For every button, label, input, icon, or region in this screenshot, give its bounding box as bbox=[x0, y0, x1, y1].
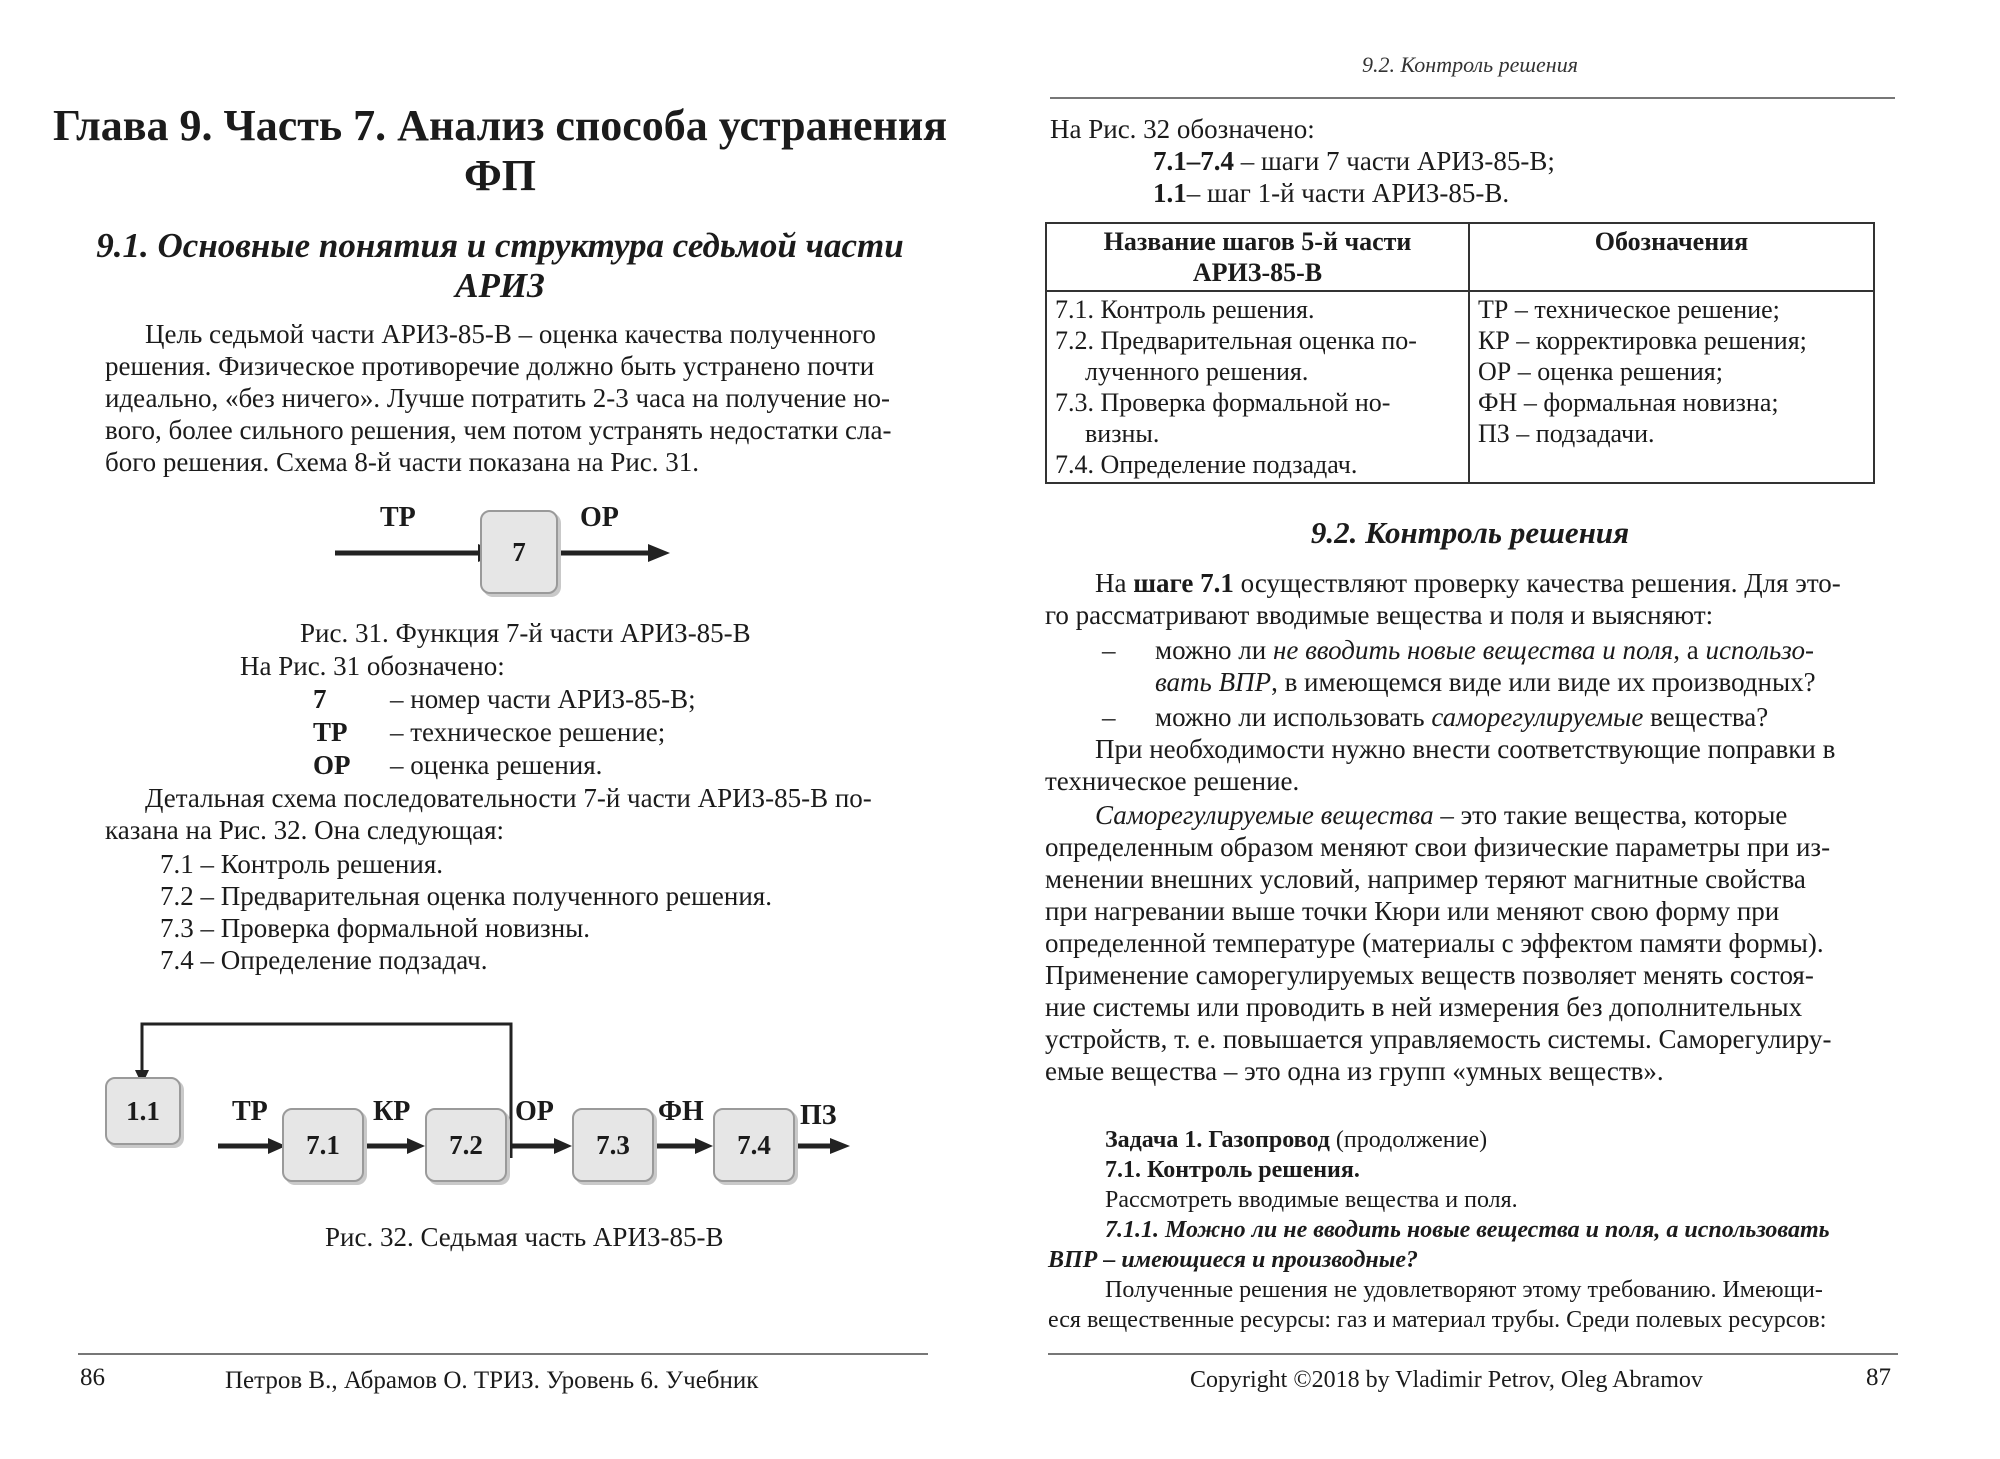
detail-line: Детальная схема последовательности 7-й части АРИЗ-85-В по- bbox=[145, 783, 872, 813]
task-title-rest: (продолжение) bbox=[1329, 1127, 1488, 1153]
intro-line: Цель седьмой части АРИЗ-85-В – оценка качества полученного bbox=[145, 319, 876, 349]
step-item: 7.2 – Предварительная оценка полученного решения. bbox=[160, 881, 772, 911]
intro-paragraph bbox=[105, 318, 935, 478]
task-answer-line: еся вещественные ресурсы: газ и материал трубы. Среди полевых ресурсов: bbox=[1048, 1307, 1827, 1333]
bullet-ital: саморегулируемые bbox=[1431, 702, 1644, 732]
table-header-steps-l1: Название шагов 5-й части bbox=[1103, 227, 1412, 256]
task-title bbox=[1105, 1125, 1518, 1155]
bullet-mid: , а bbox=[1673, 635, 1706, 665]
legend-desc: – шаги 7 части АРИЗ-85-В; bbox=[1234, 146, 1555, 176]
paragraph-2 bbox=[1045, 733, 1895, 797]
chapter-title-line2: ФП bbox=[463, 151, 536, 200]
p3-line: менении внешних условий, например теряют магнитные свойства bbox=[1045, 864, 1806, 894]
bullet-item bbox=[1045, 701, 1895, 733]
fig32-label: КР bbox=[373, 1096, 411, 1127]
bullet-ital: не вводить новые вещества и поля bbox=[1272, 635, 1674, 665]
fig31-legend-intro: На Рис. 31 обозначено: bbox=[240, 651, 505, 681]
table-row bbox=[1046, 291, 1874, 483]
p3-line: при нагревании выше точки Кюри или меняют свою форму при bbox=[1045, 896, 1780, 926]
section-title-line1: 9.1. Основные понятия и структура седьмой части bbox=[96, 226, 904, 265]
legend-term: 1.1 bbox=[1153, 178, 1187, 208]
fig32-box: 7.1 bbox=[282, 1108, 364, 1182]
legend-desc: – номер части АРИЗ-85-В; bbox=[390, 684, 696, 714]
fig32-caption: Рис. 32. Седьмая часть АРИЗ-85-В bbox=[325, 1222, 724, 1252]
p3-ital: Саморегулируемые вещества bbox=[1095, 800, 1434, 830]
fig32-box: 7.2 bbox=[425, 1108, 507, 1182]
section-title-9-2: 9.2. Контроль решения bbox=[1310, 515, 1630, 550]
table-line: ПЗ – подзадачи. bbox=[1478, 419, 1655, 448]
p3-line: определенным образом меняют свои физические параметры при из- bbox=[1045, 832, 1831, 862]
fig32-legend-line bbox=[1153, 178, 1509, 209]
table-line: 7.1. Контроль решения. bbox=[1055, 295, 1315, 324]
task-answer bbox=[1048, 1275, 1826, 1335]
table-cell-steps bbox=[1046, 291, 1469, 483]
fig32-label: ОР bbox=[515, 1096, 554, 1127]
running-header: 9.2. Контроль решения bbox=[1362, 52, 1578, 77]
fig32-label: ПЗ bbox=[800, 1100, 837, 1131]
header-rule bbox=[1050, 97, 1895, 99]
bullet-rest: , в имеющемся виде или виде их производных? bbox=[1271, 667, 1816, 697]
table-line: лученного решения. bbox=[1085, 357, 1309, 386]
p1-line bbox=[1045, 567, 1895, 599]
task-question-l2: ВПР – имеющиеся и производные? bbox=[1048, 1247, 1419, 1273]
fig32-box: 7.3 bbox=[572, 1108, 654, 1182]
p3-rest: – это такие вещества, которые bbox=[1433, 800, 1788, 830]
footer-rule bbox=[78, 1353, 928, 1355]
p1-pre: На bbox=[1095, 568, 1134, 598]
footer-rule bbox=[1048, 1353, 1898, 1355]
page-number-right: 87 bbox=[1866, 1364, 1891, 1391]
step-item: 7.4 – Определение подзадач. bbox=[160, 945, 488, 975]
fig32-label: ТР bbox=[232, 1096, 268, 1127]
p3-line: устройств, т. е. повышается управляемость системы. Саморегулиру- bbox=[1045, 1024, 1832, 1054]
fig31-input-label: ТР bbox=[380, 502, 416, 533]
footer-text-left: Петров В., Абрамов О. ТРИЗ. Уровень 6. Учебник bbox=[225, 1367, 759, 1394]
task-answer-line: Полученные решения не удовлетворяют этому требованию. Имеющи- bbox=[1105, 1277, 1823, 1303]
fig32-box: 7.4 bbox=[713, 1108, 795, 1182]
steps-list bbox=[160, 848, 772, 976]
fig32-box: 1.1 bbox=[105, 1077, 181, 1145]
bullet-ital: использо- bbox=[1705, 635, 1814, 665]
paragraph-step-7-1 bbox=[1045, 567, 1895, 631]
p3-line: определенной температуре (материалы с эффектом памяти формы). bbox=[1045, 928, 1824, 958]
bullet-line bbox=[1045, 666, 1895, 698]
paragraph-3 bbox=[1045, 799, 1895, 1087]
task-title-bold: Задача 1. Газопровод bbox=[1105, 1127, 1330, 1153]
p3-line: емые вещества – это одна из групп «умных веществ». bbox=[1045, 1056, 1664, 1086]
bullet-pre: можно ли bbox=[1155, 635, 1273, 665]
footer-text-right: Copyright ©2018 by Vladimir Petrov, Oleg Abramov bbox=[1190, 1367, 1703, 1393]
intro-line: бого решения. Схема 8-й части показана на Рис. 31. bbox=[105, 447, 700, 477]
table-line: ОР – оценка решения; bbox=[1478, 357, 1723, 386]
table-line: КР – корректировка решения; bbox=[1478, 326, 1807, 355]
table-cell-notation bbox=[1469, 291, 1874, 483]
table-line: визны. bbox=[1085, 419, 1160, 448]
bullet-list bbox=[1045, 634, 1895, 733]
table-header-steps-l2: АРИЗ-85-В bbox=[1192, 258, 1323, 287]
fig32-legend-intro: На Рис. 32 обозначено: bbox=[1050, 114, 1315, 144]
task-instruction: Рассмотреть вводимые вещества и поля. bbox=[1105, 1187, 1518, 1213]
page-number-left: 86 bbox=[80, 1364, 105, 1391]
detail-line: казана на Рис. 32. Она следующая: bbox=[105, 815, 505, 845]
fig32-label: ФН bbox=[658, 1096, 704, 1127]
p3-line: Применение саморегулируемых веществ позволяет менять состоя- bbox=[1045, 960, 1814, 990]
fig31-output-label: ОР bbox=[580, 502, 619, 533]
legend-desc: – оценка решения. bbox=[390, 750, 603, 780]
bullet-item bbox=[1045, 634, 1895, 698]
table-line: ФН – формальная новизна; bbox=[1478, 388, 1779, 417]
table-line: ТР – техническое решение; bbox=[1478, 295, 1780, 324]
table-header-notation: Обозначения bbox=[1469, 223, 1874, 291]
table-line: 7.4. Определение подзадач. bbox=[1055, 450, 1358, 479]
task-question-l1: 7.1.1. Можно ли не вводить новые вещества и поля, а использовать bbox=[1105, 1217, 1830, 1243]
task-step: 7.1. Контроль решения. bbox=[1105, 1157, 1360, 1183]
p1-post: осуществляют проверку качества решения. Для это- bbox=[1233, 568, 1841, 598]
legend-desc: – шаг 1-й части АРИЗ-85-В. bbox=[1186, 178, 1510, 208]
legend-term: ОР bbox=[313, 750, 351, 780]
legend-term: 7 bbox=[313, 684, 327, 714]
table-header-row bbox=[1046, 223, 1874, 291]
bullet-line bbox=[1045, 634, 1895, 666]
bullet-dash: – bbox=[1102, 635, 1116, 665]
chapter-title-line1: Глава 9. Часть 7. Анализ способа устранения bbox=[52, 101, 947, 150]
legend-term: ТР bbox=[313, 717, 348, 747]
p1-bold: шаге 7.1 bbox=[1133, 568, 1234, 598]
fig32-legend-line bbox=[1153, 146, 1555, 177]
p2-line: При необходимости нужно внести соответствующие поправки в bbox=[1095, 734, 1836, 764]
intro-line: решения. Физическое противоречие должно быть устранено почти bbox=[105, 351, 875, 381]
intro-line: идеально, «без ничего». Лучше потратить 2-3 часа на получение но- bbox=[105, 383, 891, 413]
table-header-steps bbox=[1046, 223, 1469, 291]
intro-line: вого, более сильного решения, чем потом устранять недостатки сла- bbox=[105, 415, 892, 445]
bullet-post: вещества? bbox=[1643, 702, 1769, 732]
steps-table bbox=[1045, 222, 1875, 484]
fig31-box-7: 7 bbox=[480, 510, 558, 594]
p3-line: ние системы или проводить в ней измерения без дополнительных bbox=[1045, 992, 1803, 1022]
bullet-dash: – bbox=[1102, 702, 1116, 732]
detail-paragraph bbox=[105, 782, 935, 846]
legend-term: 7.1–7.4 bbox=[1153, 146, 1234, 176]
table-line: 7.2. Предварительная оценка по- bbox=[1055, 326, 1417, 355]
table-line: 7.3. Проверка формальной но- bbox=[1055, 388, 1391, 417]
step-item: 7.1 – Контроль решения. bbox=[160, 849, 443, 879]
p1-line2: го рассматривают вводимые вещества и поля и выясняют: bbox=[1045, 600, 1714, 630]
task-block bbox=[1105, 1125, 1518, 1215]
p3-line bbox=[1045, 799, 1895, 831]
bullet-pre: можно ли использовать bbox=[1155, 702, 1432, 732]
bullet-ital: вать ВПР bbox=[1155, 667, 1272, 697]
section-title-line2: АРИЗ bbox=[455, 266, 545, 305]
p2-line: техническое решение. bbox=[1045, 766, 1300, 796]
legend-desc: – техническое решение; bbox=[390, 717, 666, 747]
step-item: 7.3 – Проверка формальной новизны. bbox=[160, 913, 591, 943]
fig31-caption: Рис. 31. Функция 7-й части АРИЗ-85-В bbox=[300, 618, 751, 648]
